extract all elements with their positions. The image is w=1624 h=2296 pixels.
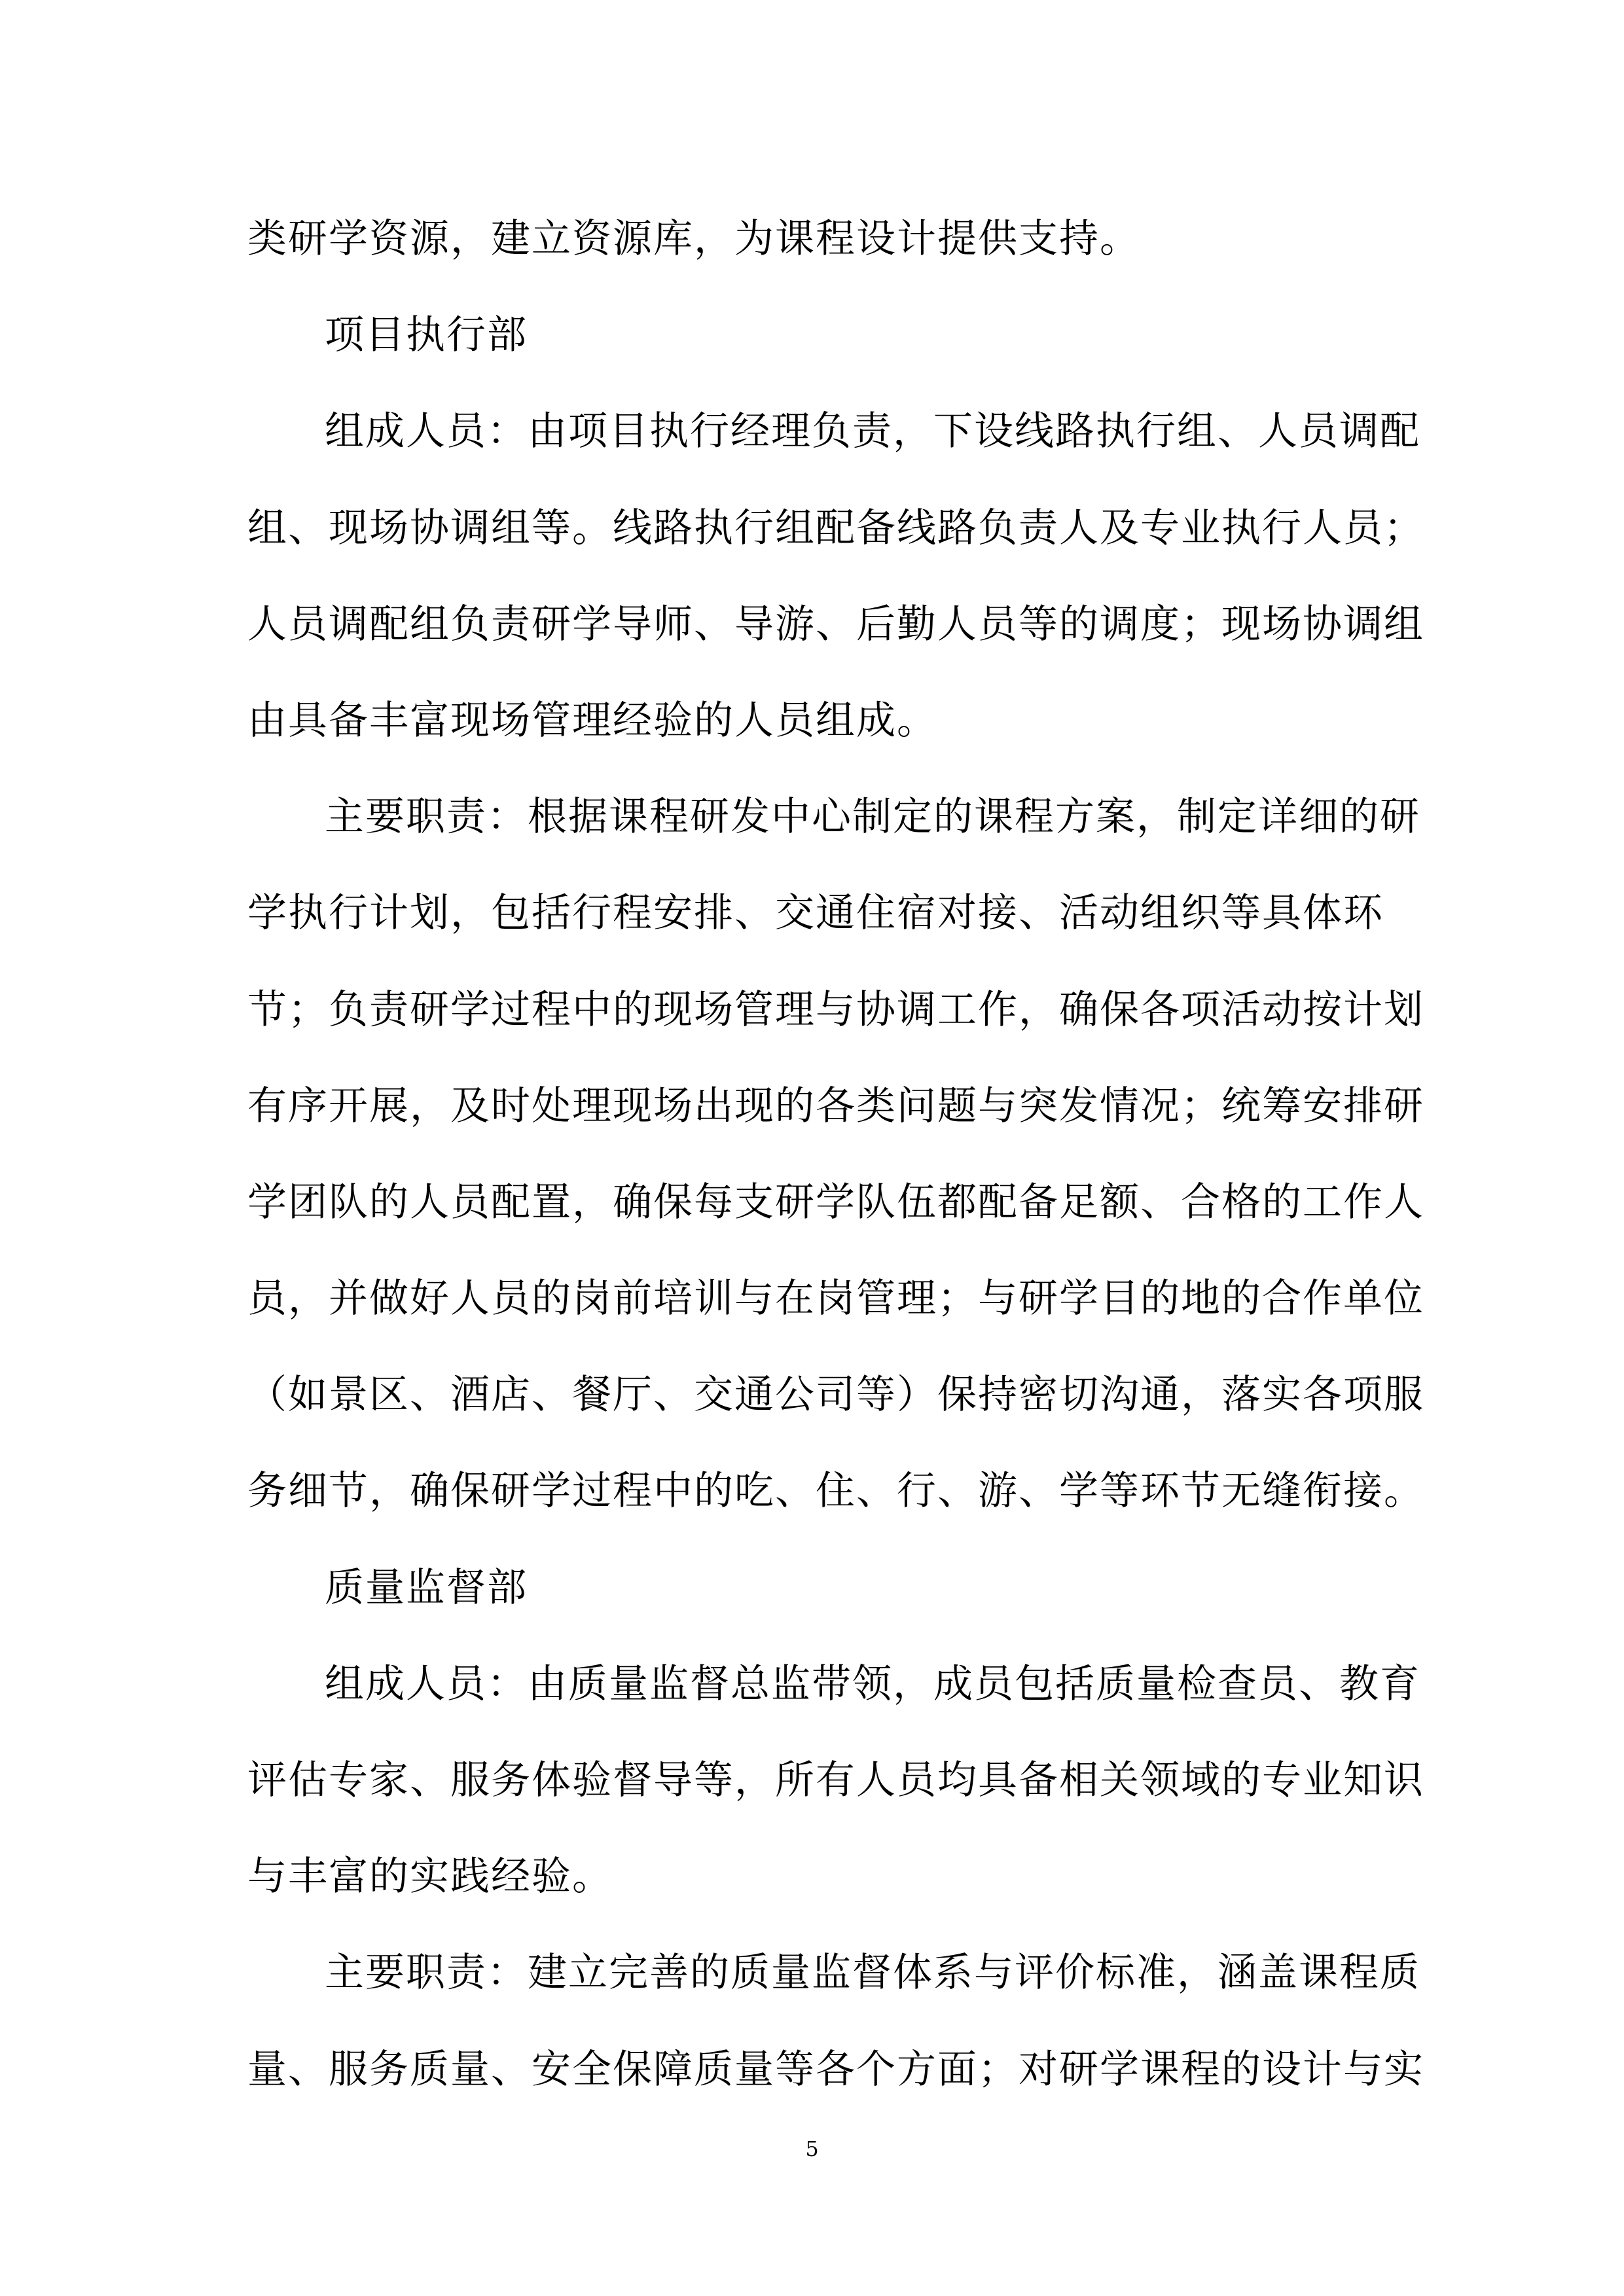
paragraph-line: 务细节，确保研学过程中的吃、住、行、游、学等环节无缝衔接。: [247, 1468, 1424, 1515]
paragraph-line: 学团队的人员配置，确保每支研学队伍都配备足额、合格的工作人: [247, 1179, 1424, 1225]
paragraph-line: 人员调配组负责研学导师、导游、后勤人员等的调度；现场协调组: [247, 601, 1424, 647]
page-number: 5: [805, 2136, 819, 2161]
paragraph-first-line: 组成人员：由质量监督总监带领，成员包括质量检查员、教育: [325, 1660, 1420, 1707]
paragraph-line: 评估专家、服务体验督导等，所有人员均具备相关领域的专业知识: [247, 1757, 1424, 1803]
paragraph-line: 节；负责研学过程中的现场管理与协调工作，确保各项活动按计划: [247, 986, 1424, 1033]
paragraph-first-line: 主要职责：根据课程研发中心制定的课程方案，制定详细的研: [325, 794, 1420, 840]
paragraph-line: （如景区、酒店、餐厅、交通公司等）保持密切沟通，落实各项服: [247, 1372, 1424, 1418]
paragraph-first-line: 组成人员：由项目执行经理负责，下设线路执行组、人员调配: [325, 408, 1420, 455]
paragraph-line: 量、服务质量、安全保障质量等各个方面；对研学课程的设计与实: [247, 2046, 1424, 2092]
paragraph-first-line: 主要职责：建立完善的质量监督体系与评价标准，涵盖课程质: [325, 1950, 1420, 1996]
paragraph-line: 员，并做好人员的岗前培训与在岗管理；与研学目的地的合作单位: [247, 1276, 1424, 1322]
paragraph-continuation-line: 类研学资源，建立资源库，为课程设计提供支持。: [247, 216, 1140, 262]
paragraph-line: 由具备丰富现场管理经验的人员组成。: [247, 697, 937, 744]
section-heading-quality-supervision: 质量监督部: [325, 1564, 528, 1611]
paragraph-line: 与丰富的实践经验。: [247, 1854, 613, 1900]
paragraph-line: 组、现场协调组等。线路执行组配备线路负责人及专业执行人员；: [247, 505, 1424, 551]
paragraph-line: 有序开展，及时处理现场出现的各类问题与突发情况；统筹安排研: [247, 1083, 1424, 1129]
section-heading-project-execution: 项目执行部: [325, 312, 528, 359]
body-text: [247, 216, 1424, 2146]
paragraph-line: 学执行计划，包括行程安排、交通住宿对接、活动组织等具体环: [247, 890, 1384, 937]
